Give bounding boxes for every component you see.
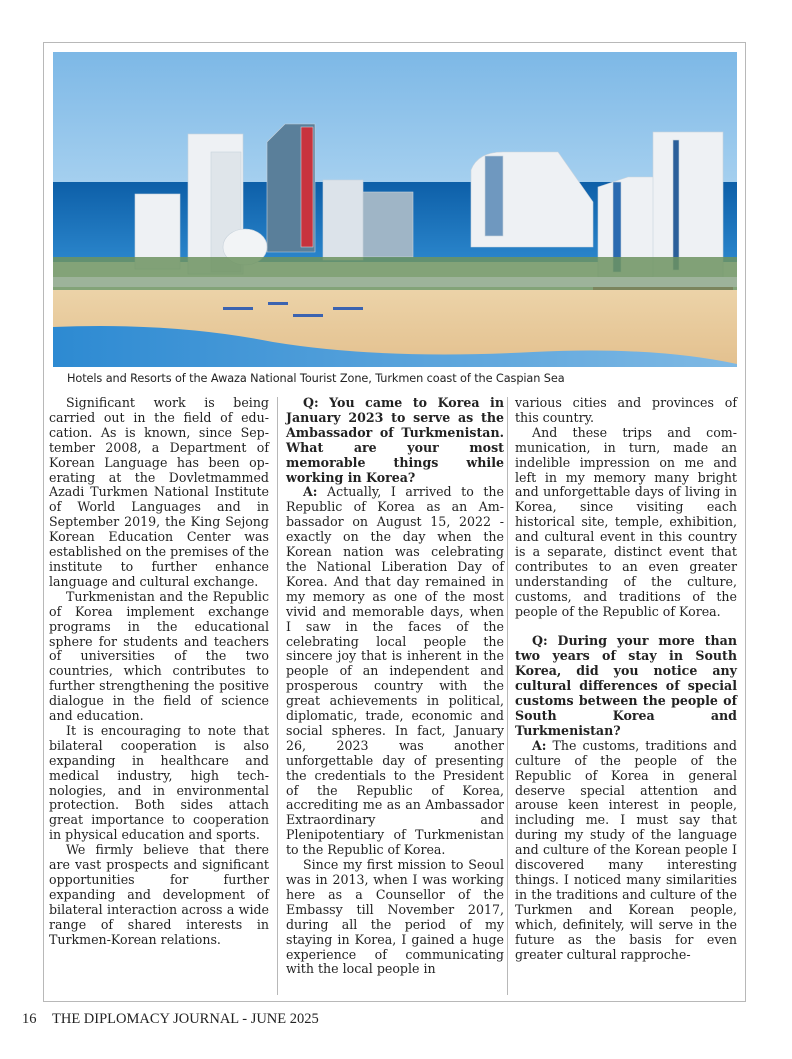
interview-answer: [515, 739, 737, 963]
article-column-3: [515, 396, 737, 962]
photo-illustration: [53, 52, 737, 367]
paragraph: And these trips and communication, in turn, made an indelible impression on me and left in my memory many bright and unforgettable days of living in Korea, since visiting each historical site, temple, exhibition, and cultural event in this country is a separate, distinct event that contributes to an even greater understanding of the culture, customs, and traditions of the people of the Republic of Korea.: [515, 424, 737, 619]
publication-name: THE DIPLOMACY JOURNAL - JUNE 2025: [52, 1011, 319, 1027]
photo-caption: Hotels and Resorts of the Awaza National Tourist Zone, Turkmen coast of the Caspian Sea: [67, 372, 565, 385]
paragraph: Since my first mission to Seoul was in 2013, when I was working here as a Counsellor of the Embassy till November 2017, during all the period of my staying in Korea, I gained a huge experience of communicating with the local people in: [286, 857, 504, 977]
article-frame: [43, 42, 746, 1002]
article-column-2: [286, 396, 504, 977]
interview-question: Q: You came to Korea in January 2023 to serve as the Ambassador of Turkmenistan. What are your most memorable things while working in Korea?: [286, 395, 504, 485]
answer-text: Actually, I arrived to the Republic of Korea as an Ambassador on August 15, 2022 - exactly on the day when the Korean nation was celebrating the National Liberation Day of Korea. And that day remained in my memory as one of the most vivid and memorable days, when I saw in the faces of the celebrating local people the sincere joy that is inherent in the people of an independent and prosperous country with the great achievements in political, diplomatic, trade, economic and social spheres. In fact, January 26, 2023 was another unforgettable day of presenting the credentials to the President of the Republic of Korea, accrediting me as an Ambassador Extraordinary and Plenipotentiary of Turkmenistan to the Republic of Korea.: [286, 484, 504, 858]
answer-label: A:: [303, 484, 318, 500]
greenery: [53, 257, 737, 295]
answer-text: The customs, traditions and culture of the people of the Republic of Korea in general deserve special attention and arouse keen interest in people, including me. I must say that during my study of the language and culture of the Korean people I discovered many interesting things. I noticed many similarities in the traditions and culture of the Turkmen and Korean people, which, definitely, will serve in the future as the basis for even greater cultural rapproche-: [515, 737, 737, 962]
answer-label: A:: [532, 737, 547, 753]
sky: [53, 52, 737, 197]
awaza-resort-photo: [53, 52, 737, 367]
interview-answer: [286, 485, 504, 858]
column-divider: [277, 397, 278, 995]
paragraph: Turkmenistan and the Republic of Korea implement exchange programs in the educational sphere for students and teachers of universities of the two countries, which contributes to further strengthening the positive dialogue in the field of science and education.: [49, 588, 269, 724]
page-footer: [22, 1011, 319, 1028]
page-number: 16: [22, 1011, 37, 1027]
column-divider: [507, 397, 508, 995]
paragraph: Significant work is being carried out in the field of education. As is known, since September 2008, a Department of Korean Language has been operating at the Dovletmammed Azadi Turkmen National Institute of World Languages and in September 2019, the King Sejong Korean Education Center was established on the premises of the institute to further enhance language and cultural exchange.: [49, 395, 269, 589]
interview-question: Q: During your more than two years of stay in South Korea, did you notice any cultural differences of special customs between the people of South Korea and Turkmenistan?: [515, 633, 737, 738]
paragraph: It is encouraging to note that bilateral cooperation is also expanding in healthcare and medical industry, high technologies, and in environmental protection. Both sides attach great importance to cooperation in physical education and sports.: [49, 722, 269, 843]
article-column-1: [49, 396, 269, 948]
spacer: [515, 620, 737, 635]
paragraph: various cities and provinces of this country.: [515, 395, 737, 425]
paragraph: We firmly believe that there are vast prospects and significant opportunities for further expanding and development of bilateral interaction across a wide range of shared interests in Turkmen-Korean relations.: [49, 842, 269, 947]
